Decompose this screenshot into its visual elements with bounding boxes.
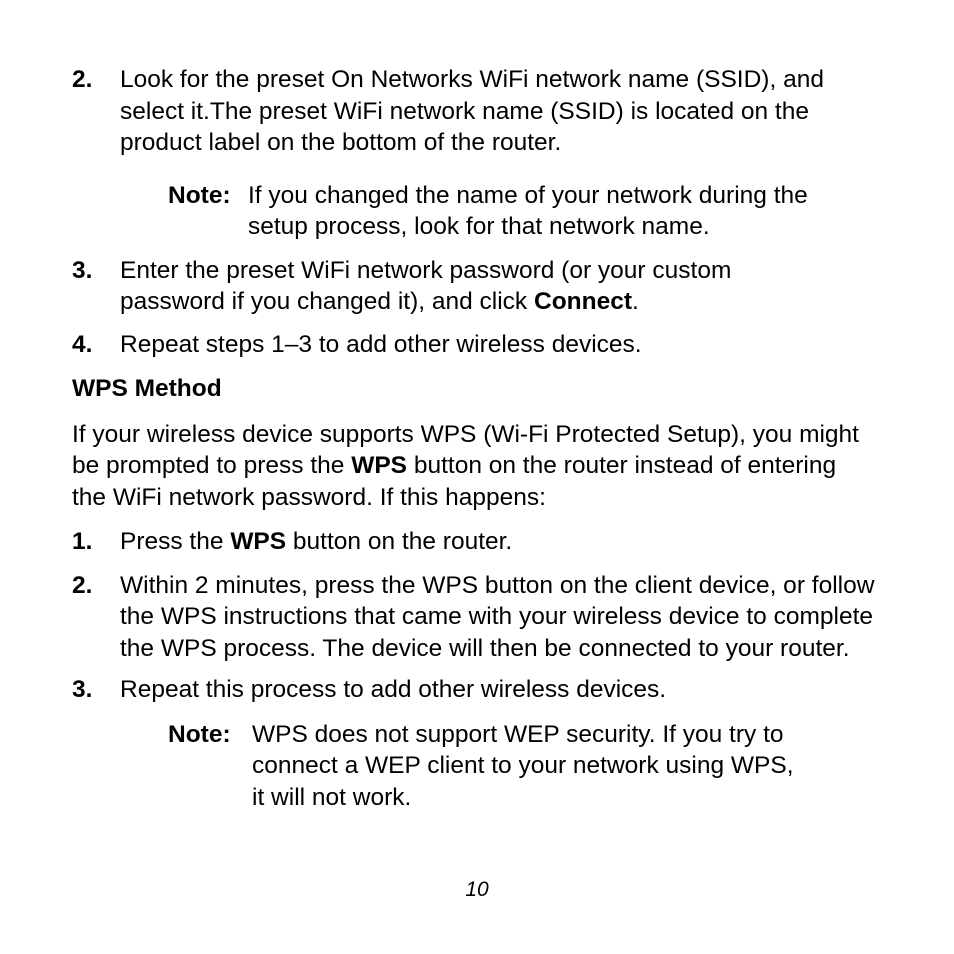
step-text-part: . xyxy=(632,288,639,315)
step-number: 4. xyxy=(72,330,93,358)
wps-step-3-item xyxy=(72,674,882,706)
step-text-part: Enter the preset WiFi network password (or your custom password if you changed it), and click xyxy=(120,256,732,315)
step-text-part: button on the router. xyxy=(286,528,513,555)
step-4-item xyxy=(72,329,882,361)
step-text xyxy=(120,255,820,318)
step-text: Repeat steps 1–3 to add other wireless devices. xyxy=(120,330,642,358)
step-text-part: Press the xyxy=(120,528,231,555)
page-number: 10 xyxy=(465,878,489,901)
step-text: Within 2 minutes, press the WPS button on the client device, or follow the WPS instructions that came with your wireless device to complete the WPS process. The device will then be connected to your router. xyxy=(120,571,875,662)
wps-label: WPS xyxy=(351,452,408,479)
step-number: 2. xyxy=(72,66,93,93)
wps-intro-paragraph xyxy=(72,419,872,514)
note-block xyxy=(168,180,808,243)
note-label: Note: xyxy=(168,181,231,209)
intro-text-part: If your wireless device supports WPS (Wi-Fi Protected Setup), you might be prompted to press the xyxy=(72,420,859,479)
document-page xyxy=(72,64,882,813)
connect-label: Connect xyxy=(534,288,632,315)
step-text xyxy=(120,526,882,558)
note-label: Note: xyxy=(168,720,231,748)
step-text: Repeat this process to add other wireless devices. xyxy=(120,676,667,703)
section-heading: WPS Method xyxy=(72,375,222,402)
step-number: 3. xyxy=(72,256,93,284)
step-number: 1. xyxy=(72,528,93,555)
step-2-item xyxy=(72,64,882,159)
note-text xyxy=(168,719,808,814)
wps-step-2-item xyxy=(72,570,882,665)
note-text-content: WPS does not support WEP security. If you try to connect a WEP client to your network using WPS, it will not work. xyxy=(252,720,794,811)
note-block xyxy=(168,719,808,814)
step-text: Look for the preset On Networks WiFi network name (SSID), and select it.The preset WiFi network name (SSID) is located on the product label on the bottom of the router. xyxy=(120,66,824,156)
wps-step-1-item xyxy=(72,526,882,558)
step-3-item xyxy=(72,255,882,318)
step-number: 2. xyxy=(72,571,93,599)
note-text xyxy=(168,180,808,243)
intro-text-part: button on the router instead of entering the WiFi network password. If this happens: xyxy=(72,452,837,511)
step-number: 3. xyxy=(72,676,93,703)
note-text-content: If you changed the name of your network during the setup process, look for that network name. xyxy=(248,181,808,240)
wps-label: WPS xyxy=(230,528,287,555)
